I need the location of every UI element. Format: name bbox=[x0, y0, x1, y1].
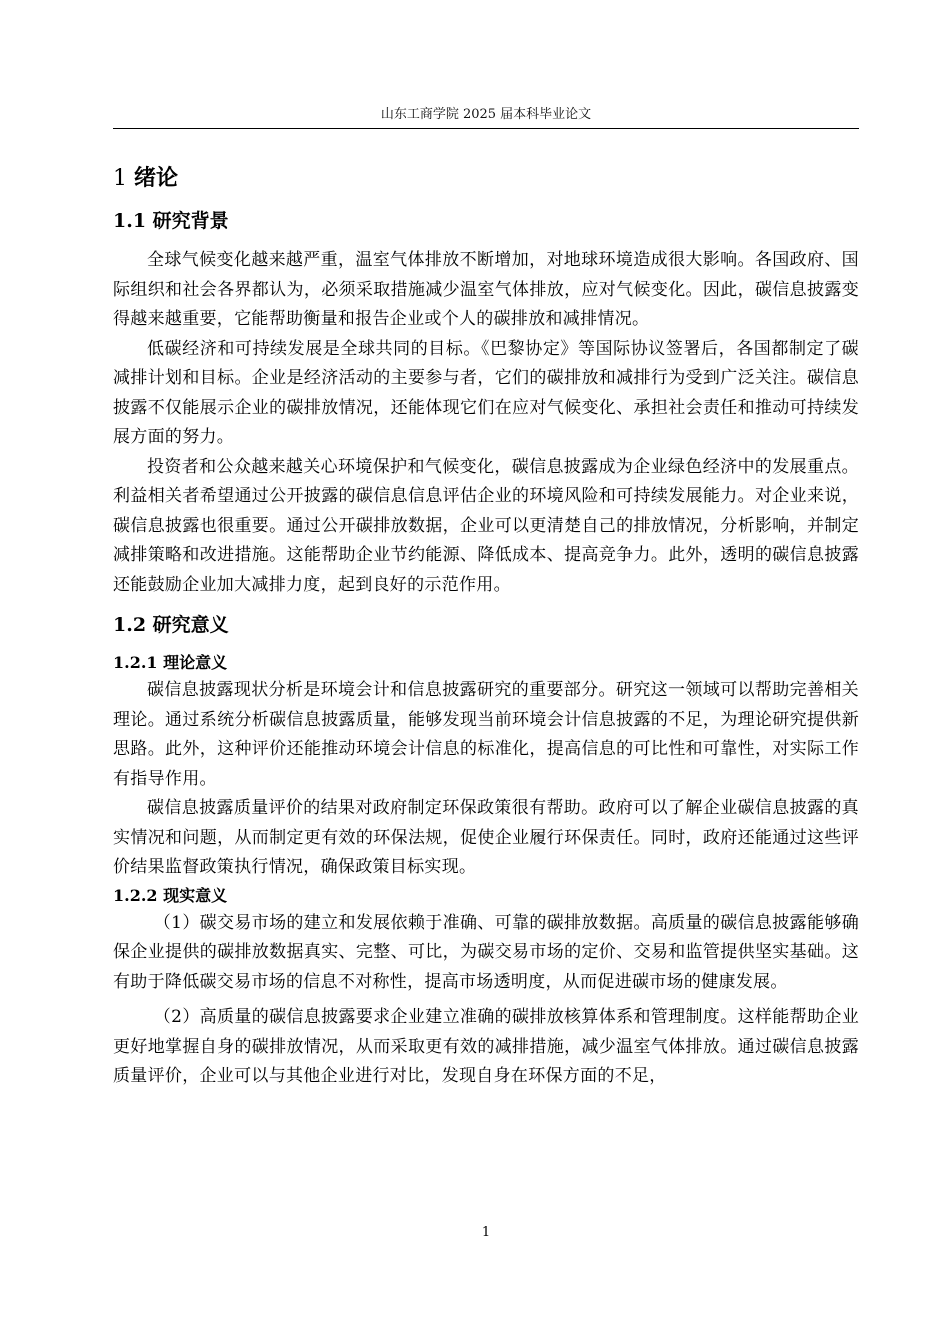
paragraph: 碳信息披露质量评价的结果对政府制定环保政策很有帮助。政府可以了解企业碳信息披露的真实情况和问题，从而制定更有效的环保法规，促使企业履行环保责任。同时，政府还能通过这些评价结果监督政策执行情况，确保政策目标实现。 bbox=[113, 798, 859, 877]
header-rule bbox=[113, 128, 859, 129]
paragraph: （2）高质量的碳信息披露要求企业建立准确的碳排放核算体系和管理制度。这样能帮助企业更好地掌握自身的碳排放情况，从而采取更有效的减排措施，减少温室气体排放。通过碳信息披露质量评价，企业可以与其他企业进行对比，发现自身在环保方面的不足， bbox=[113, 1007, 859, 1086]
chapter-heading bbox=[113, 162, 859, 195]
subsection-heading-1-2-2: 1.2.2 现实意义 bbox=[113, 885, 228, 905]
subsection-heading-1-2-1: 1.2.1 理论意义 bbox=[113, 653, 228, 672]
running-header: 山东工商学院 2025 届本科毕业论文 bbox=[380, 107, 592, 122]
chapter-number: 1 bbox=[113, 166, 127, 191]
page-number: 1 bbox=[481, 1225, 491, 1240]
section-heading-1-1: 1.1 研究背景 bbox=[113, 210, 229, 232]
section-heading-1-2: 1.2 研究意义 bbox=[113, 614, 229, 636]
paragraph: 低碳经济和可持续发展是全球共同的目标。《巴黎协定》等国际协议签署后，各国都制定了碳减排计划和目标。企业是经济活动的主要参与者，它们的碳排放和减排行为受到广泛关注。碳信息披露不仅能展示企业的碳排放情况，还能体现它们在应对气候变化、承担社会责任和推动可持续发展方面的努力。 bbox=[113, 338, 859, 447]
page-body bbox=[113, 162, 859, 1092]
paragraph: 碳信息披露现状分析是环境会计和信息披露研究的重要部分。研究这一领域可以帮助完善相关理论。通过系统分析碳信息披露质量，能够发现当前环境会计信息披露的不足，为理论研究提供新思路。此外，这种评价还能推动环境会计信息的标准化，提高信息的可比性和可靠性，对实际工作有指导作用。 bbox=[113, 680, 859, 789]
paragraph: （1）碳交易市场的建立和发展依赖于准确、可靠的碳排放数据。高质量的碳信息披露能够确保企业提供的碳排放数据真实、完整、可比，为碳交易市场的定价、交易和监管提供坚实基础。这有助于降低碳交易市场的信息不对称性，提高市场透明度，从而促进碳市场的健康发展。 bbox=[113, 912, 859, 992]
chapter-title: 绪论 bbox=[134, 165, 179, 191]
paragraph: 全球气候变化越来越严重，温室气体排放不断增加，对地球环境造成很大影响。各国政府、国际组织和社会各界都认为，必须采取措施减少温室气体排放，应对气候变化。因此，碳信息披露变得越来越重要，它能帮助衡量和报告企业或个人的碳排放和减排情况。 bbox=[113, 250, 859, 329]
paragraph: 投资者和公众越来越关心环境保护和气候变化，碳信息披露成为企业绿色经济中的发展重点。利益相关者希望通过公开披露的碳信息信息评估企业的环境风险和可持续发展能力。对企业来说，碳信息披露也很重要。通过公开碳排放数据，企业可以更清楚自己的排放情况，分析影响，并制定减排策略和改进措施。这能帮助企业节约能源、降低成本、提高竞争力。此外，透明的碳信息披露还能鼓励企业加大减排力度，起到良好的示范作用。 bbox=[113, 456, 859, 595]
